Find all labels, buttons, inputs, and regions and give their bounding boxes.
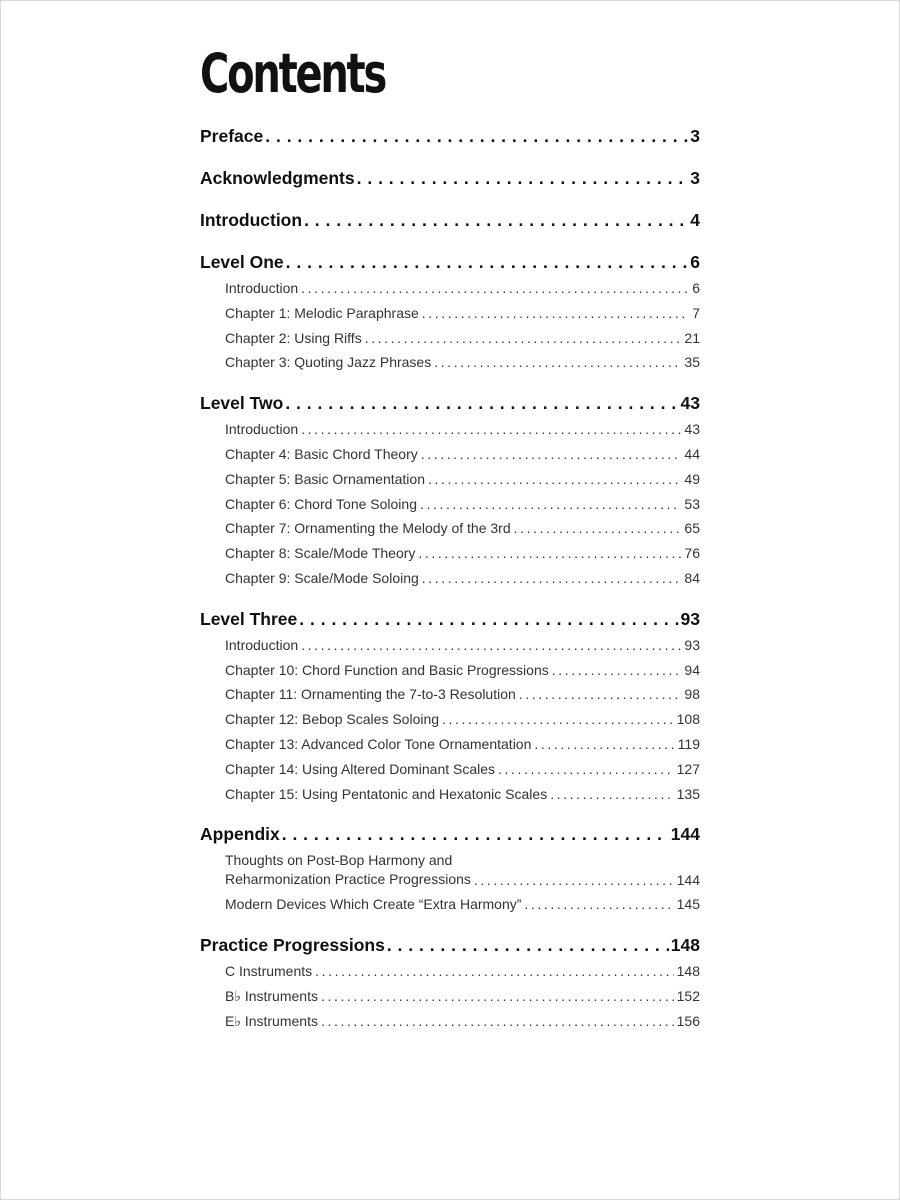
dot-leader [552, 661, 682, 679]
toc-page-number: 21 [684, 329, 700, 346]
toc-subentry [225, 962, 700, 987]
toc-page-number: 144 [676, 872, 700, 889]
toc-entry-label: Chapter 11: Ornamenting the 7-to-3 Resolution [225, 686, 516, 703]
dot-leader [434, 353, 681, 371]
toc-section-appendix [200, 823, 700, 920]
toc-page-number: 148 [670, 935, 700, 956]
toc-subentry [225, 1012, 700, 1037]
page-title: Contents [200, 42, 386, 105]
toc-page-number: 127 [676, 760, 700, 777]
toc-subentry [225, 304, 700, 329]
toc-section-heading [200, 823, 700, 851]
toc-page-number: 148 [676, 963, 700, 980]
toc-subentry [225, 569, 700, 594]
toc-entry-label: Chapter 9: Scale/Mode Soloing [225, 569, 419, 586]
toc-entry-label: Practice Progressions [200, 935, 385, 956]
toc-subentry [225, 987, 700, 1012]
toc-section-level-three [200, 608, 700, 810]
toc-subentry [225, 685, 700, 710]
toc-entry-label: Chapter 7: Ornamenting the Melody of the 3rd [225, 520, 511, 537]
dot-leader [304, 209, 688, 231]
dot-leader [301, 636, 681, 654]
dot-leader [299, 608, 678, 630]
toc-subentry [225, 785, 700, 810]
toc-subentry [225, 636, 700, 661]
toc-entry-label: Chapter 2: Using Riffs [225, 329, 362, 346]
toc-section-level-two [200, 392, 700, 594]
toc-subentry [225, 895, 700, 920]
toc-entry-label: Introduction [200, 210, 303, 230]
dot-leader [282, 823, 669, 845]
toc-subentry [225, 710, 700, 735]
toc-subentry [225, 851, 700, 895]
toc-page-number: 145 [676, 896, 700, 913]
dot-leader [474, 871, 674, 889]
toc-subentry [225, 544, 700, 569]
toc-page-number: 156 [676, 1012, 700, 1029]
dot-leader [365, 329, 682, 347]
toc-page-number: 43 [680, 393, 700, 414]
toc-subentry [225, 519, 700, 544]
toc-page-number: 76 [684, 545, 700, 562]
toc-subentry [225, 329, 700, 354]
dot-leader [321, 1012, 674, 1030]
toc-subentry [225, 760, 700, 785]
dot-leader [421, 445, 682, 463]
dot-leader [286, 251, 689, 273]
dot-leader [387, 934, 669, 956]
toc-section-heading [200, 934, 700, 962]
toc-entry-label: Chapter 10: Chord Function and Basic Progressions [225, 661, 549, 678]
toc-entry-acknowledgments [200, 167, 700, 209]
dot-leader [514, 519, 682, 537]
toc-entry-label: Chapter 8: Scale/Mode Theory [225, 545, 416, 562]
toc-page-number: 6 [692, 280, 700, 296]
toc-subentry [225, 420, 700, 445]
toc-page-number: 98 [684, 686, 700, 703]
toc-page-number: 53 [684, 495, 700, 512]
toc-page-number: 65 [684, 520, 700, 537]
toc-entry-label: Preface [200, 126, 264, 146]
toc-section-heading [200, 608, 700, 636]
toc-entry-label-line: Thoughts on Post-Bop Harmony and [225, 852, 453, 869]
toc-entry-label: Acknowledgments [200, 168, 355, 188]
toc-entry-label: Chapter 6: Chord Tone Soloing [225, 495, 417, 512]
toc-entry-preface [200, 125, 700, 167]
toc-entry-label: Chapter 5: Basic Ornamentation [225, 470, 425, 487]
toc-page-number: 144 [670, 824, 700, 845]
toc-entry-label: Level Two [200, 393, 284, 414]
toc-entry-label: Chapter 1: Melodic Paraphrase [225, 304, 419, 321]
toc-page-number: 93 [684, 636, 700, 653]
toc-page-number: 4 [690, 210, 700, 230]
toc-entry-label [225, 851, 471, 889]
toc-entry-label-line: Reharmonization Practice Progressions [225, 871, 471, 888]
toc-page-number: 93 [680, 608, 700, 629]
dot-leader [321, 987, 674, 1005]
dot-leader [550, 785, 673, 803]
toc-entry-label: Chapter 14: Using Altered Dominant Scales [225, 760, 496, 777]
toc-page-number: 135 [676, 785, 700, 802]
dot-leader [422, 569, 682, 587]
toc-subentry [225, 661, 700, 686]
toc-page-number: 3 [690, 126, 700, 146]
dot-leader [524, 895, 673, 913]
toc-page-number: 43 [684, 421, 700, 438]
toc-entry-label: Introduction [225, 421, 299, 438]
toc-entry-label: B♭ Instruments [225, 987, 318, 1004]
toc-entry-label: Modern Devices Which Create “Extra Harmony” [225, 896, 522, 913]
toc-section-heading [200, 251, 700, 279]
toc-page-number: 108 [676, 711, 700, 728]
dot-leader [498, 760, 674, 778]
toc-page-number: 119 [677, 735, 700, 752]
toc-entry-label: Chapter 3: Quoting Jazz Phrases [225, 354, 432, 371]
dot-leader [285, 392, 678, 414]
dot-leader [301, 420, 681, 438]
dot-leader [534, 735, 674, 753]
toc-subentry [225, 353, 700, 378]
dot-leader [301, 279, 689, 297]
toc-subentry [225, 735, 700, 760]
dot-leader [442, 710, 674, 728]
table-of-contents [200, 40, 700, 1051]
dot-leader [519, 685, 682, 703]
toc-entry-label: Chapter 4: Basic Chord Theory [225, 445, 418, 462]
toc-entry-label: Chapter 13: Advanced Color Tone Ornamentation [225, 735, 532, 752]
toc-subentry [225, 445, 700, 470]
toc-entry-label: Level Three [200, 608, 298, 629]
toc-page-number: 35 [684, 354, 700, 371]
toc-page-number: 44 [684, 445, 700, 462]
toc-subentry [225, 279, 700, 304]
toc-entry-label: Chapter 12: Bebop Scales Soloing [225, 711, 440, 728]
dot-leader [420, 495, 681, 513]
toc-section-heading [200, 392, 700, 420]
toc-entry-label: C Instruments [225, 963, 313, 980]
dot-leader [422, 304, 689, 322]
toc-subentry [225, 470, 700, 495]
dot-leader [315, 962, 674, 980]
toc-section-practice-progressions [200, 934, 700, 1036]
toc-page-number: 7 [692, 304, 700, 321]
dot-leader [357, 167, 689, 189]
toc-page-number: 49 [684, 470, 700, 487]
toc-entry-label: Chapter 15: Using Pentatonic and Hexatonic Scales [225, 785, 548, 802]
toc-entry-label: Introduction [225, 636, 299, 653]
toc-entry-label: Level One [200, 252, 284, 272]
toc-page-number: 152 [676, 987, 700, 1004]
toc-entry-introduction [200, 209, 700, 251]
toc-page-number: 94 [684, 661, 700, 678]
toc-subentry [225, 495, 700, 520]
dot-leader [418, 544, 681, 562]
toc-page-number: 84 [684, 569, 700, 586]
toc-page-number: 6 [690, 252, 700, 272]
toc-page-number: 3 [690, 168, 700, 188]
toc-section-level-one [200, 251, 700, 378]
dot-leader [428, 470, 681, 488]
dot-leader [265, 125, 688, 147]
toc-entry-label: Appendix [200, 824, 280, 845]
toc-entry-label: Introduction [225, 280, 299, 296]
toc-entry-label: E♭ Instruments [225, 1012, 318, 1029]
